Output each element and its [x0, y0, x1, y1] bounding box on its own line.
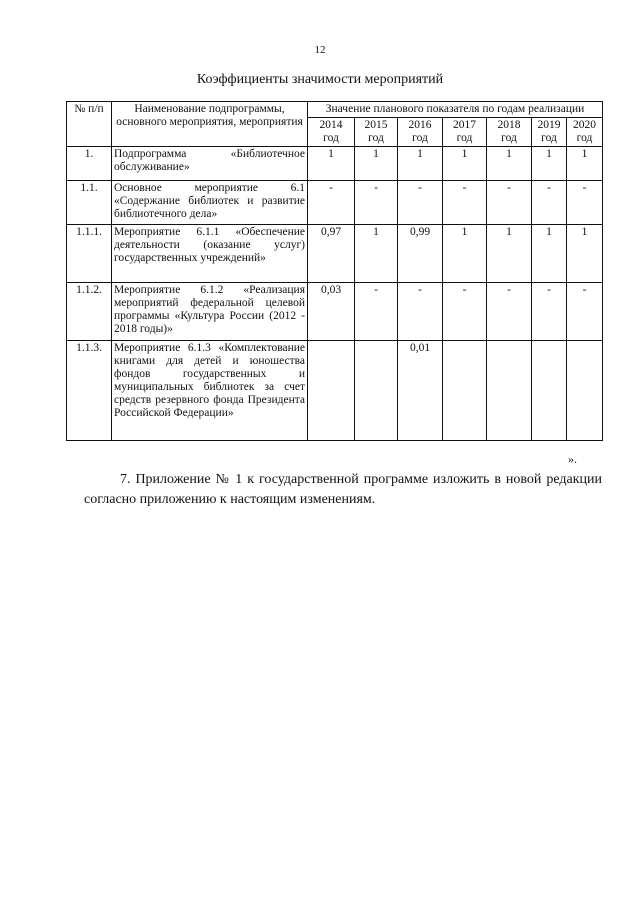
row-number: 1.1.2.	[67, 283, 112, 341]
value-cell: 0,03	[308, 283, 355, 341]
row-name: Мероприятие 6.1.2 «Реализация мероприятий федеральной целевой программы «Культура России (2012 - 2018 годы)»	[112, 283, 308, 341]
value-cell: 1	[487, 147, 532, 181]
value-cell: -	[567, 181, 603, 225]
row-number: 1.1.3.	[67, 341, 112, 441]
value-cell	[443, 341, 487, 441]
value-cell	[355, 341, 398, 441]
value-cell: -	[532, 181, 567, 225]
column-header-number: № п/п	[67, 102, 112, 147]
table-row	[67, 181, 603, 225]
row-number: 1.1.1.	[67, 225, 112, 283]
year-header-2020: 2020 год	[567, 118, 603, 147]
table-row	[67, 147, 603, 181]
value-cell: -	[487, 283, 532, 341]
row-name: Основное мероприятие 6.1 «Содержание библиотек и развитие библиотечного дела»	[112, 181, 308, 225]
value-cell: -	[532, 283, 567, 341]
value-cell: 0,01	[398, 341, 443, 441]
value-cell: 1	[532, 225, 567, 283]
column-header-values-group: Значение планового показателя по годам реализации	[308, 102, 603, 118]
value-cell	[532, 341, 567, 441]
page-number: 12	[314, 44, 326, 56]
year-header-2018: 2018 год	[487, 118, 532, 147]
year-header-2014: 2014 год	[308, 118, 355, 147]
row-name: Подпрограмма «Библиотечное обслуживание»	[112, 147, 308, 181]
value-cell: 1	[355, 147, 398, 181]
table-row	[67, 283, 603, 341]
row-number: 1.	[67, 147, 112, 181]
table-row	[67, 341, 603, 441]
year-header-2017: 2017 год	[443, 118, 487, 147]
year-header-2019: 2019 год	[532, 118, 567, 147]
value-cell: -	[487, 181, 532, 225]
value-cell: -	[308, 181, 355, 225]
value-cell: 1	[567, 147, 603, 181]
column-header-name: Наименование подпрограммы, основного мероприятия, мероприятия	[112, 102, 308, 147]
year-header-2016: 2016 год	[398, 118, 443, 147]
row-name: Мероприятие 6.1.1 «Обеспечение деятельности (оказание услуг) государственных учреждений»	[112, 225, 308, 283]
closing-quote: ».	[568, 452, 577, 466]
value-cell: 1	[532, 147, 567, 181]
value-cell: -	[398, 283, 443, 341]
value-cell: 0,97	[308, 225, 355, 283]
value-cell: -	[355, 283, 398, 341]
value-cell: 1	[398, 147, 443, 181]
value-cell	[567, 341, 603, 441]
value-cell: 1	[567, 225, 603, 283]
value-cell: -	[443, 283, 487, 341]
amendment-paragraph	[84, 470, 602, 510]
value-cell: 1	[308, 147, 355, 181]
value-cell: -	[443, 181, 487, 225]
row-number: 1.1.	[67, 181, 112, 225]
table-row	[67, 225, 603, 283]
value-cell: 1	[355, 225, 398, 283]
value-cell: -	[398, 181, 443, 225]
table-title: Коэффициенты значимости мероприятий	[196, 72, 444, 87]
year-header-2015: 2015 год	[355, 118, 398, 147]
significance-coefficients-table	[66, 101, 603, 441]
value-cell: 0,99	[398, 225, 443, 283]
value-cell	[308, 341, 355, 441]
paragraph-text: 7. Приложение № 1 к государственной программе изложить в новой редакции согласно приложению к настоящим изменениям.	[84, 472, 602, 507]
value-cell: 1	[443, 147, 487, 181]
value-cell: 1	[443, 225, 487, 283]
value-cell: -	[567, 283, 603, 341]
value-cell: 1	[487, 225, 532, 283]
value-cell: -	[355, 181, 398, 225]
row-name: Мероприятие 6.1.3 «Комплектование книгами для детей и юношества фондов государственных и муниципальных библиотек за счет средств резервного фонда Президента Российской Федерации»	[112, 341, 308, 441]
table-header-row-1	[67, 102, 603, 118]
value-cell	[487, 341, 532, 441]
